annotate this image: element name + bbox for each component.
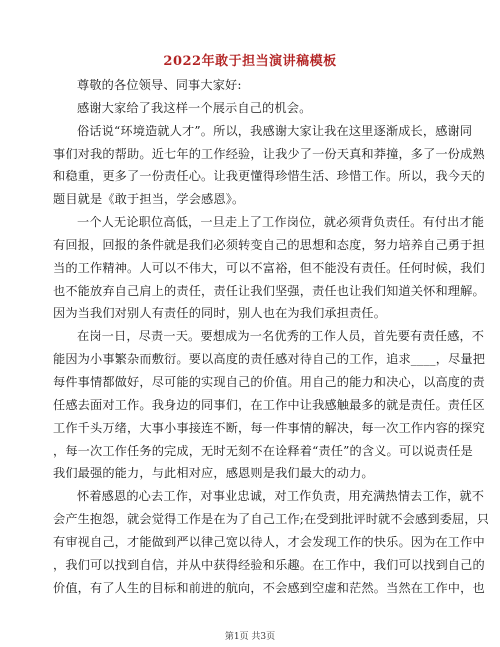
- page-number: 第1页 共3页: [224, 632, 276, 642]
- document-body: [53, 74, 490, 599]
- text-line: 也不能放弃自己肩上的责任，责任让我们坚强，责任也让我们知道关怀和理解。: [53, 283, 485, 298]
- text-line: 因为当我们对别人有责任的同时，别人也在为我们承担责任。: [53, 306, 387, 321]
- text-line: 俗话说“环境造就人才”。所以，我感谢大家让我在这里逐渐成长，感谢同: [77, 123, 473, 138]
- text-line: 有审视自己，才能做到严以律己宽以待人，才会发现工作的快乐。因为在工作中: [53, 534, 485, 549]
- text-line: 尊敬的各位领导、同事大家好:: [77, 78, 242, 92]
- text-line: 价值，有了人生的目标和前进的航向，不会感到空虚和茫然。当然在工作中，也: [53, 580, 485, 595]
- text-line: 工作千头万绪，大事小事接连不断，每一件事情的解决，每一次工作内容的探究: [53, 420, 485, 435]
- text-line: ，每一次工作任务的完成，无时无刻不在诠释着“责任”的含义。可以说责任是: [53, 443, 473, 458]
- text-line: 当的工作精神。人可以不伟大，可以不富裕，但不能没有责任。任何时候，我们: [53, 260, 485, 275]
- text-line: 任感去面对工作。我身边的同事们，在工作中让我感触最多的就是责任。责任区: [53, 397, 485, 412]
- text-line: 能因为小事繁杂而敷衍。要以高度的责任感对待自己的工作，追求____，尽量把: [53, 352, 486, 367]
- text-line: 和稳重，更多了一份责任心。让我更懂得珍惜生活、珍惜工作。所以，我今天的: [53, 169, 485, 184]
- document-title: 2022年敢于担当演讲稿模板: [163, 54, 337, 69]
- text-line: 一个人无论职位高低，一旦走上了工作岗位，就必须背负责任。有付出才能: [77, 215, 485, 230]
- text-line: 怀着感恩的心去工作，对事业忠诚，对工作负责，用充满热情去工作，就不: [77, 489, 485, 504]
- text-line: 题目就是《敢于担当，学会感恩》。: [53, 192, 245, 207]
- text-line: 有回报，回报的条件就是我们必须转变自己的思想和态度，努力培养自己勇于担: [53, 237, 485, 252]
- text-line: 我们最强的能力，与此相对应，感恩则是我们最大的动力。: [53, 466, 374, 481]
- text-line: 感谢大家给了我这样一个展示自己的机会。: [77, 100, 312, 115]
- text-line: 会产生抱怨，就会觉得工作是在为了自己工作;在受到批评时就不会感到委屈，只: [53, 512, 490, 527]
- text-line: 事们对我的帮助。近七年的工作经验，让我少了一份天真和莽撞，多了一份成熟: [53, 146, 485, 161]
- text-line: ，我们可以找到自信，并从中获得经验和乐趣。在工作中，我们可以找到自己的: [53, 557, 485, 572]
- text-line: 每件事情都做好，尽可能的实现自己的价值。用自己的能力和决心，以高度的责: [53, 374, 485, 389]
- text-line: 在岗一日，尽责一天。要想成为一名优秀的工作人员，首先要有责任感，不: [77, 329, 485, 344]
